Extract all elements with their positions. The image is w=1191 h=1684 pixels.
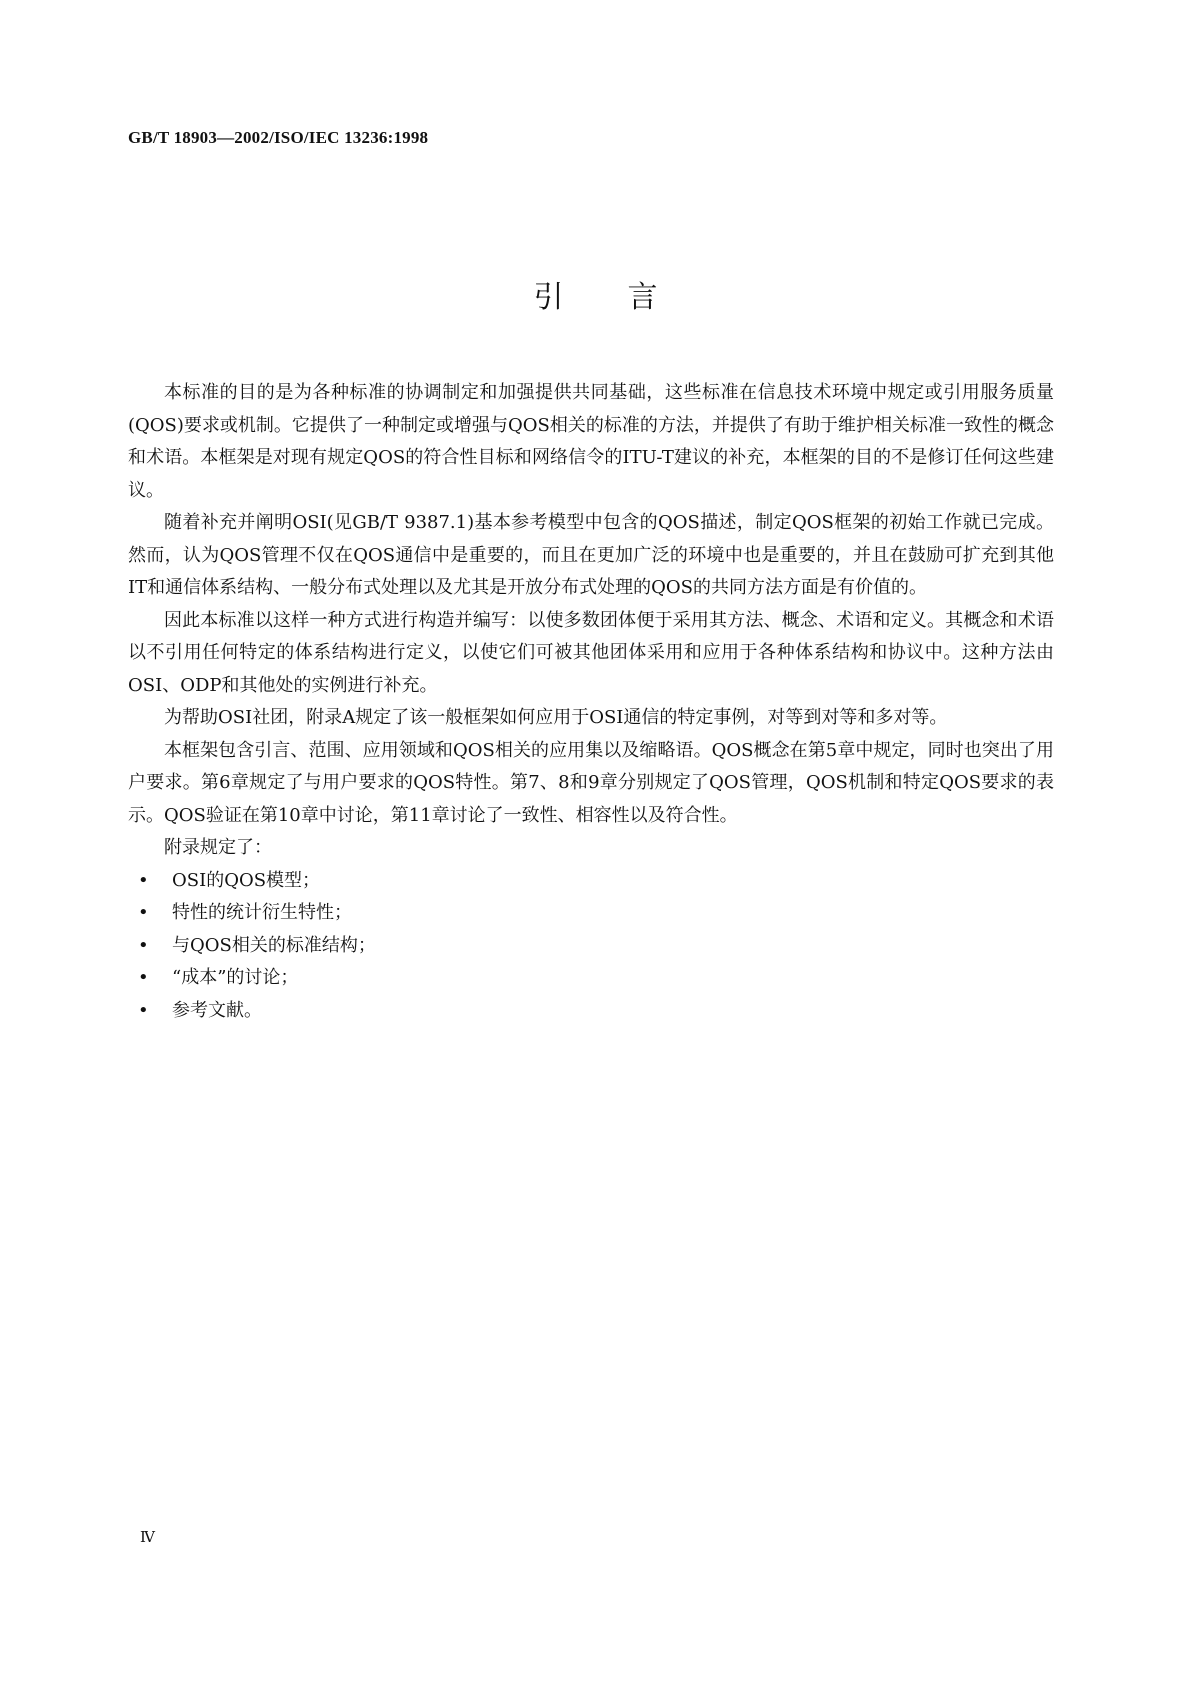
list-item [128,897,1054,930]
bullet-icon: • [138,869,149,891]
bullet-icon: • [138,999,149,1021]
bullet-icon: • [138,902,149,923]
list-item [128,962,1054,995]
list-item-text: 与QOS相关的标准结构； [172,934,376,956]
paragraph-background: 随着补充并阐明OSI(见GB/T 9387.1)基本参考模型中包含的QOS描述，制定QOS框架的初始工作就已完成。然而，认为QOS管理不仅在QOS通信中是重要的，而且在更加广泛的环境中也是重要的，并且在鼓励可扩充到其他IT和通信体系结构、一般分布式处理以及尤其是开放分布式处理的QOS的共同方法方面是有价值的。 [128,512,1054,598]
list-item-text: “成本”的讨论； [172,967,299,988]
list-item [128,930,1054,963]
list-item-text: 特性的统计衍生特性； [172,902,352,923]
page-title: 引言 [533,280,722,315]
paragraph-purpose: 本标准的目的是为各种标准的协调制定和加强提供共同基础，这些标准在信息技术环境中规定或引用服务质量(QOS)要求或机制。它提供了一种制定或增强与QOS相关的标准的方法，并提供了有助于维护相关标准一致性的概念和术语。本框架是对现有规定QOS的符合性目标和网络信令的ITU-T建议的补充，本框架的目的不是修订任何这些建议。 [128,382,1054,501]
list-item [128,995,1054,1028]
paragraph-structure: 因此本标准以这样一种方式进行构造并编写：以使多数团体便于采用其方法、概念、术语和定义。其概念和术语以不引用任何特定的体系结构进行定义，以使它们可被其他团体采用和应用于各种体系结构和协议中。这种方法由OSI、ODP和其他处的实例进行补充。 [128,609,1054,696]
bullet-icon: • [138,934,149,956]
list-item-text: OSI的QOS模型； [172,869,321,891]
page-number: Ⅳ [140,1530,155,1546]
list-item-text: 参考文献。 [172,999,262,1021]
list-item [128,865,1054,898]
paragraph-osi-annex: 为帮助OSI社团，附录A规定了该一般框架如何应用于OSI通信的特定事例，对等到对等和多对等。 [164,707,948,728]
paragraph-contents: 本框架包含引言、范围、应用领域和QOS相关的应用集以及缩略语。QOS概念在第5章中规定，同时也突出了用户要求。第6章规定了与用户要求的QOS特性。第7、8和9章分别规定了QOS管理，QOS机制和特定QOS要求的表示。QOS验证在第10章中讨论，第11章讨论了一致性、相容性以及符合性。 [128,739,1054,826]
document-body [128,377,1054,1027]
bullet-icon: • [138,967,149,988]
annex-list [128,865,1054,1028]
paragraph-annex-intro: 附录规定了： [164,837,272,858]
standard-code-header: GB/T 18903—2002/ISO/IEC 13236:1998 [128,128,429,147]
